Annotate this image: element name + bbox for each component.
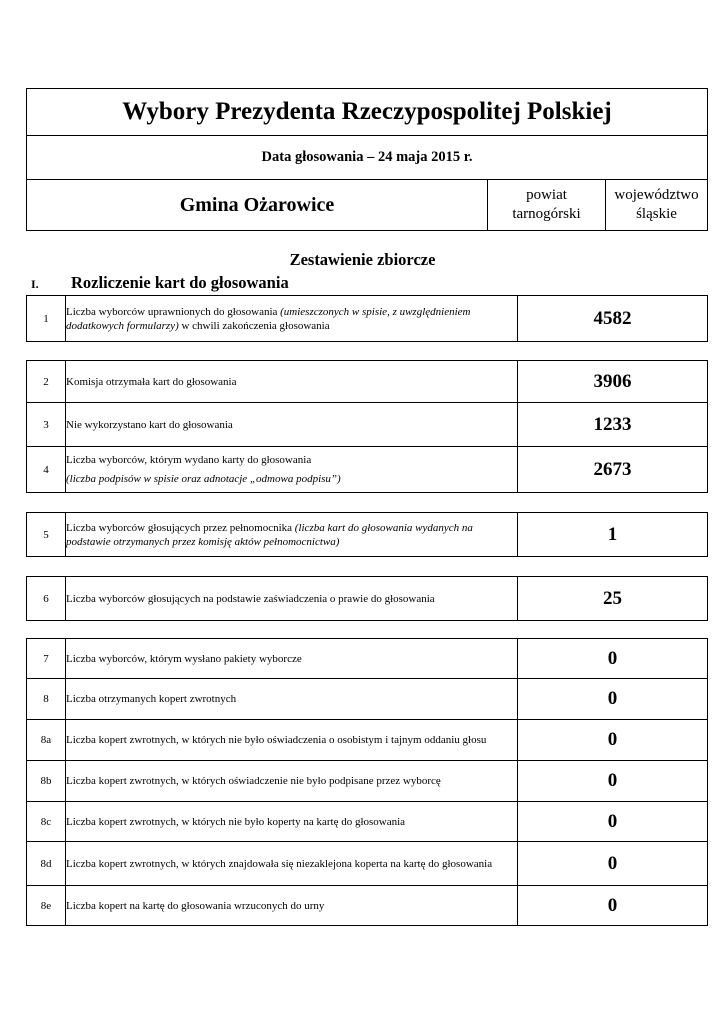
- row-label: Nie wykorzystano kart do głosowania: [66, 403, 518, 447]
- row-label: Liczba kopert na kartę do głosowania wrzuconych do urny: [66, 886, 518, 926]
- summary-title: Zestawienie zbiorcze: [289, 250, 436, 269]
- powiat-value: tarnogórski: [512, 206, 581, 222]
- table-row: [27, 403, 708, 447]
- table-row: [27, 296, 708, 342]
- election-date: Data głosowania – 24 maja 2015 r.: [26, 135, 708, 180]
- row-number: 1: [27, 296, 66, 342]
- row-label: Liczba kopert zwrotnych, w których nie było koperty na kartę do głosowania: [66, 802, 518, 842]
- row-label-italic: (umieszczonych w spisie, z uwzględnieniem dodatkowych formularzy): [66, 305, 471, 332]
- table-row: [27, 447, 708, 493]
- row-number: 4: [27, 447, 66, 493]
- row-value: 0: [518, 802, 708, 842]
- wojewodztwo-cell: [606, 180, 707, 230]
- row-label-italic: (liczba kart do głosowania wydanych na podstawie otrzymanych przez komisję aktów pełnomocnictwa): [66, 521, 473, 548]
- location-row: [26, 179, 708, 231]
- powiat-cell: [488, 180, 606, 230]
- row-number: 8: [27, 679, 66, 720]
- row-value: 2673: [518, 447, 708, 493]
- table-block-4: [26, 576, 708, 621]
- gmina-name: Gmina Ożarowice: [27, 180, 488, 230]
- table-row: [27, 720, 708, 761]
- wojewodztwo-label: województwo: [614, 187, 699, 203]
- row-value: 4582: [518, 296, 708, 342]
- row-number: 7: [27, 639, 66, 679]
- row-value: 1: [518, 513, 708, 557]
- row-label-part: Liczba wyborców uprawnionych do głosowania: [66, 305, 281, 318]
- table-row: [27, 679, 708, 720]
- wojewodztwo-value: śląskie: [636, 206, 677, 222]
- table-block-2: [26, 360, 708, 493]
- row-label: Liczba kopert zwrotnych, w których oświadczenie nie było podpisane przez wyborcę: [66, 761, 518, 802]
- row-value: 0: [518, 720, 708, 761]
- row-value: 25: [518, 577, 708, 621]
- table-row: [27, 577, 708, 621]
- row-value: 0: [518, 886, 708, 926]
- section-title: Rozliczenie kart do głosowania: [71, 273, 289, 292]
- row-number: 8c: [27, 802, 66, 842]
- table-block-5: [26, 638, 708, 926]
- table-row: [27, 802, 708, 842]
- row-value: 1233: [518, 403, 708, 447]
- row-label: Liczba wyborców, którym wysłano pakiety wyborcze: [66, 639, 518, 679]
- row-label: Komisja otrzymała kart do głosowania: [66, 361, 518, 403]
- row-label: Liczba kopert zwrotnych, w których znajdowała się niezaklejona koperta na kartę do głosowania: [66, 842, 518, 886]
- table-block-3: [26, 512, 708, 557]
- row-label: Liczba kopert zwrotnych, w których nie było oświadczenia o osobistym i tajnym oddaniu głosu: [66, 720, 518, 761]
- row-label: [66, 513, 518, 557]
- row-value: 0: [518, 679, 708, 720]
- table-row: [27, 886, 708, 926]
- row-value: 0: [518, 761, 708, 802]
- row-label-italic: (liczba podpisów w spisie oraz adnotacje „odmowa podpisu”): [66, 473, 341, 485]
- table-row: [27, 513, 708, 557]
- row-label: Liczba wyborców głosujących na podstawie zaświadczenia o prawie do głosowania: [66, 577, 518, 621]
- table-block-1: [26, 295, 708, 342]
- table-row: [27, 639, 708, 679]
- table-row: [27, 361, 708, 403]
- row-number: 8d: [27, 842, 66, 886]
- row-number: 8e: [27, 886, 66, 926]
- powiat-label: powiat: [526, 187, 567, 203]
- row-value: 0: [518, 842, 708, 886]
- table-row: [27, 761, 708, 802]
- row-number: 6: [27, 577, 66, 621]
- row-label: [66, 447, 518, 493]
- document-title: Wybory Prezydenta Rzeczypospolitej Polskiej: [26, 88, 708, 136]
- row-label-part: w chwili zakończenia głosowania: [178, 319, 330, 332]
- table-row: [27, 842, 708, 886]
- row-number: 8a: [27, 720, 66, 761]
- row-number: 3: [27, 403, 66, 447]
- row-value: 3906: [518, 361, 708, 403]
- row-number: 8b: [27, 761, 66, 802]
- row-number: 5: [27, 513, 66, 557]
- row-label: Liczba otrzymanych kopert zwrotnych: [66, 679, 518, 720]
- row-label: [66, 296, 518, 342]
- row-value: 0: [518, 639, 708, 679]
- row-label-part: Liczba wyborców, którym wydano karty do głosowania: [66, 454, 312, 466]
- row-number: 2: [27, 361, 66, 403]
- row-label-part: Liczba wyborców głosujących przez pełnomocnika: [66, 521, 295, 534]
- section-number: I.: [31, 277, 39, 291]
